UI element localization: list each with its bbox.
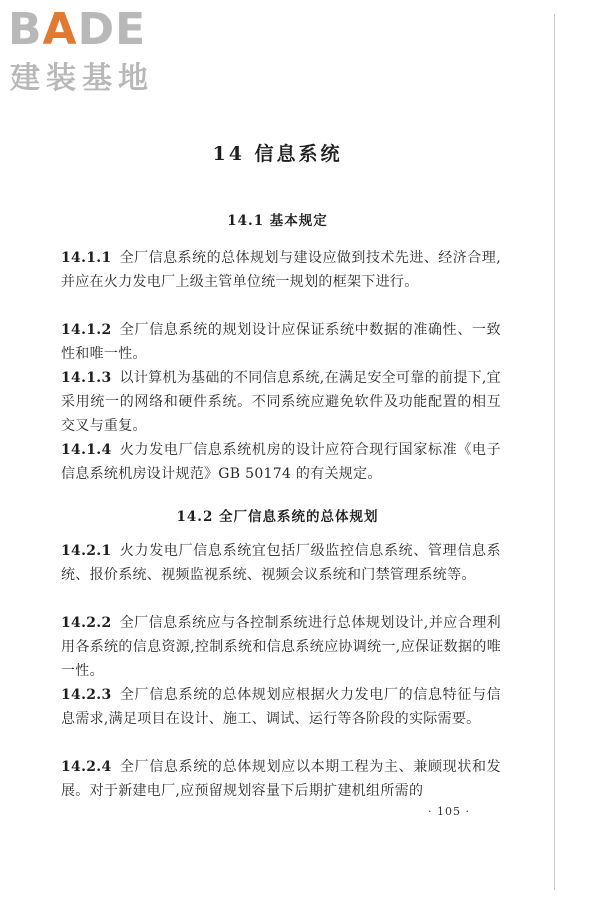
logo-letter-a: A bbox=[42, 4, 78, 55]
clause-14-2-3 bbox=[61, 683, 501, 731]
logo-wordmark bbox=[8, 6, 146, 54]
clause-number: 14.1.4 bbox=[61, 442, 112, 458]
clause-number: 14.1.2 bbox=[61, 322, 112, 338]
page-number: · 105 · bbox=[428, 805, 470, 818]
clause-text: 火力发电厂信息系统机房的设计应符合现行国家标准《电子信息系统机房设计规范》GB 50174 的有关规定。 bbox=[61, 442, 501, 482]
logo-letter-b: B bbox=[8, 4, 43, 55]
clause-number: 14.2.4 bbox=[61, 759, 112, 775]
clause-14-2-4 bbox=[61, 755, 501, 803]
clause-number: 14.1.1 bbox=[61, 250, 112, 266]
chapter-title: 14 信息系统 bbox=[212, 143, 343, 165]
clause-14-1-4 bbox=[61, 438, 501, 486]
bade-logo bbox=[8, 6, 178, 98]
section-title-overall-planning: 14.2 全厂信息系统的总体规划 bbox=[176, 509, 379, 525]
clause-14-1-1 bbox=[61, 246, 501, 294]
clause-text: 全厂信息系统的总体规划与建设应做到技术先进、经济合理,并应在火力发电厂上级主管单位统一规划的框架下进行。 bbox=[61, 250, 501, 290]
clause-number: 14.2.2 bbox=[61, 615, 112, 631]
clause-text: 火力发电厂信息系统宜包括厂级监控信息系统、管理信息系统、报价系统、视频监视系统、视频会议系统和门禁管理系统等。 bbox=[61, 543, 501, 583]
logo-subtitle: 建装基地 bbox=[10, 61, 154, 96]
clause-text: 以计算机为基础的不同信息系统,在满足安全可靠的前提下,宜采用统一的网络和硬件系统。不同系统应避免软件及功能配置的相互交叉与重复。 bbox=[61, 370, 501, 434]
clause-number: 14.2.1 bbox=[61, 543, 112, 559]
clause-14-2-2 bbox=[61, 611, 501, 683]
clause-14-2-1 bbox=[61, 539, 501, 587]
logo-letters-de: DE bbox=[77, 4, 147, 55]
section-title-basic-rules: 14.1 基本规定 bbox=[227, 213, 328, 229]
clause-14-1-2 bbox=[61, 318, 501, 366]
clause-text: 全厂信息系统的总体规划应根据火力发电厂的信息特征与信息需求,满足项目在设计、施工、调试、运行等各阶段的实际需要。 bbox=[61, 687, 501, 727]
clause-number: 14.1.3 bbox=[61, 370, 112, 386]
clause-text: 全厂信息系统的总体规划应以本期工程为主、兼顾现状和发展。对于新建电厂,应预留规划容量下后期扩建机组所需的 bbox=[61, 759, 501, 799]
clause-text: 全厂信息系统的规划设计应保证系统中数据的准确性、一致性和唯一性。 bbox=[61, 322, 501, 362]
clause-14-1-3 bbox=[61, 366, 501, 438]
clause-text: 全厂信息系统应与各控制系统进行总体规划设计,并应合理利用各系统的信息资源,控制系统和信息系统应协调统一,应保证数据的唯一性。 bbox=[61, 615, 501, 679]
clause-number: 14.2.3 bbox=[61, 687, 112, 703]
